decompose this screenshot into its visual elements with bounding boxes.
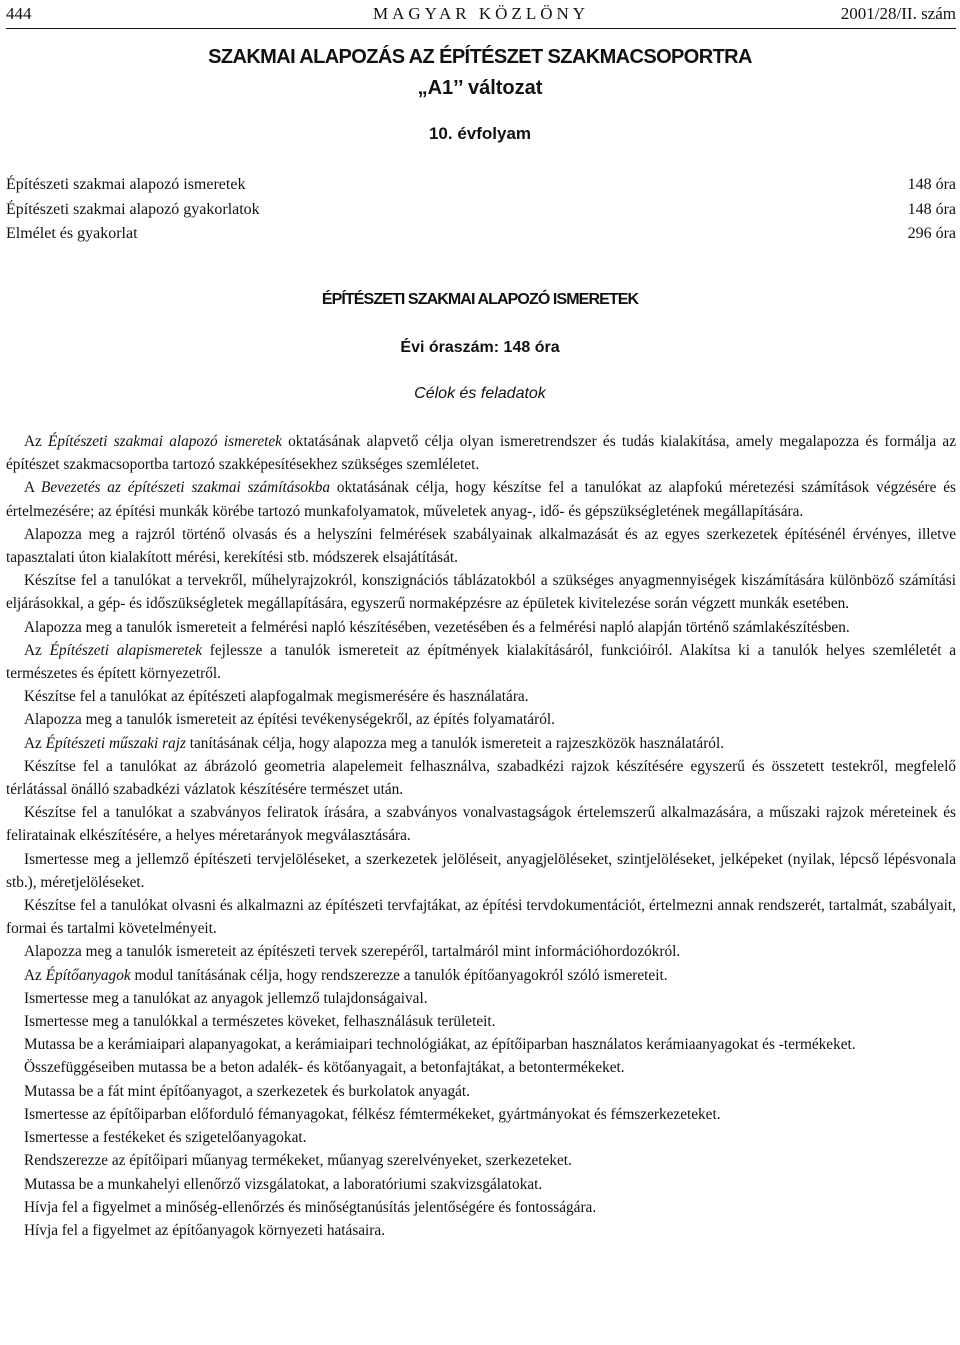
- body-text: [6, 430, 956, 1242]
- paragraph-text: Ismertesse az építőiparban előforduló fémanyagokat, félkész fémtermékeket, gyártmányokat és fémszerkezeteket.: [24, 1105, 721, 1123]
- hours-table: [6, 173, 956, 247]
- page-header: [6, 4, 956, 26]
- emphasized-module-name: Építészeti alapismeretek: [49, 641, 203, 659]
- paragraph: [6, 1010, 956, 1033]
- paragraph-text: Az: [24, 641, 50, 659]
- paragraph-text: Alapozza meg a tanulók ismereteit az építészeti tervek szerepéről, tartalmáról mint információhordozókról.: [24, 943, 681, 961]
- paragraph: [6, 476, 956, 522]
- paragraph-text: Összefüggéseiben mutassa be a beton adalék- és kötőanyagait, a betonfajtákat, a betontermékeket.: [24, 1059, 625, 1077]
- paragraph-text: Mutassa be a kerámiaipari alapanyagokat, a kerámiaipari technológiákat, az építőiparban használatos kerámiaanyagokat és -termékeket.: [24, 1036, 856, 1054]
- paragraph-text: Ismertesse meg a tanulókkal a természetes köveket, felhasználásuk területeit.: [24, 1013, 496, 1031]
- section-title: ÉPÍTÉSZETI SZAKMAI ALAPOZÓ ISMERETEK: [321, 291, 639, 308]
- paragraph-text: Rendszerezze az építőipari műanyag termékeket, műanyag szerelvényeket, szerkezeteket.: [24, 1152, 572, 1170]
- hours-subject: Elmélet és gyakorlat: [6, 225, 138, 242]
- emphasized-module-name: Építészeti szakmai alapozó ismeretek: [48, 433, 282, 450]
- paragraph: [6, 732, 956, 755]
- publication-title: MAGYAR KÖZLÖNY: [372, 4, 590, 23]
- emphasized-module-name: Bevezetés az építészeti szakmai számításokba: [41, 479, 331, 497]
- paragraph-text: Készítse fel a tanulókat a szabványos feliratok írására, a szabványos vonalvastagságok értelemszerű alkalmazására, a műszaki rajzok méreteinek és feliratainak elkészítésére, a helyes méretarányok megválasztására.: [6, 804, 956, 845]
- page-number: 444: [6, 4, 32, 23]
- header-divider: [6, 28, 956, 29]
- hours-row: [6, 198, 956, 223]
- hours-value: 296 óra: [907, 225, 956, 242]
- paragraph-text: Ismertesse a festékeket és szigetelőanyagokat.: [24, 1129, 307, 1147]
- paragraph: [6, 616, 956, 639]
- paragraph: [6, 1149, 956, 1172]
- hours-row: [6, 173, 956, 198]
- paragraph-text: oktatásának alapvető célja olyan ismeretrendszer és tudás kialakítása, amely megalapozza és formálja az építészet szakmacsoportba tartozó szakképesítésekhez szükséges szemléletet.: [6, 433, 956, 474]
- paragraph-text: Hívja fel a figyelmet az építőanyagok környezeti hatásaira.: [24, 1221, 386, 1239]
- paragraph: [6, 848, 956, 894]
- paragraph-text: Az: [24, 966, 46, 984]
- issue-number: 2001/28/II. szám: [840, 4, 956, 23]
- paragraph-text: modul tanításának célja, hogy rendszerezze a tanulók építőanyagokról szóló ismereteit.: [130, 966, 668, 984]
- paragraph: [6, 569, 956, 615]
- paragraph: [6, 964, 956, 987]
- document-title: SZAKMAI ALAPOZÁS AZ ÉPÍTÉSZET SZAKMACSOPORTRA: [208, 46, 752, 68]
- emphasized-module-name: Építészeti műszaki rajz: [45, 734, 186, 752]
- emphasized-module-name: Építőanyagok: [45, 966, 131, 984]
- paragraph: [6, 1103, 956, 1126]
- paragraph: [6, 940, 956, 963]
- hours-row: [6, 222, 956, 247]
- paragraph: [6, 1126, 956, 1149]
- paragraph: [6, 755, 956, 801]
- paragraph: [6, 1196, 956, 1219]
- hours-value: 148 óra: [907, 176, 956, 193]
- paragraph-text: Hívja fel a figyelmet a minőség-ellenőrzés és minőségtanúsítás jelentőségére és fontosságára.: [24, 1198, 597, 1216]
- hours-subject: Építészeti szakmai alapozó ismeretek: [6, 176, 246, 193]
- paragraph: [6, 430, 956, 476]
- paragraph: [6, 523, 956, 569]
- paragraph-text: oktatásának célja, hogy készítse fel a tanulókat az alapfokú méretezési számítások végzésére és értelmezésére; az építési munkák körébe tartozó munkafolyamatok, műveletek anyag-, idő- és gépszükségletének megállapítására.: [6, 479, 956, 520]
- paragraph: [6, 639, 956, 685]
- paragraph-text: Alapozza meg a tanulók ismereteit az építési tevékenységekről, az építés folyamatáról.: [24, 711, 555, 729]
- paragraph-text: Készítse fel a tanulókat olvasni és alkalmazni az építészeti tervfajtákat, az építési tervdokumentációt, értelmezni annak rendszerét, tartalmát, szabályait, formai és tartalmi követelményeit.: [6, 897, 956, 938]
- paragraph: [6, 1056, 956, 1079]
- paragraph-text: Ismertesse meg a jellemző építészeti tervjelöléseket, a szerkezetek jelöléseit, anyagjelöléseket, szintjelöléseket, jelképeket (nyilak, lépcső lépésvonala stb.), méretjelöléseket.: [6, 850, 956, 891]
- paragraph: [6, 708, 956, 731]
- paragraph-text: Mutassa be a fát mint építőanyagot, a szerkezetek és burkolatok anyagát.: [24, 1082, 470, 1100]
- paragraph-text: Ismertesse meg a tanulókat az anyagok jellemző tulajdonságaival.: [24, 989, 428, 1007]
- paragraph-text: tanításának célja, hogy alapozza meg a tanulók ismereteit a rajzeszközök használatáról.: [185, 734, 725, 752]
- paragraph: [6, 987, 956, 1010]
- paragraph-text: Az: [24, 734, 46, 752]
- paragraph-text: Alapozza meg a tanulók ismereteit a felmérési napló készítésében, vezetésében és a felmérési napló alapján történő számlakészítésben.: [24, 618, 850, 636]
- hours-value: 148 óra: [907, 200, 956, 218]
- paragraph-text: fejlessze a tanulók ismereteit az építmények kialakításáról, funkcióiról. Alakítsa ki a tanulók helyes szemléletét a természetes és épített környezetről.: [6, 641, 956, 683]
- paragraph: [6, 1219, 956, 1242]
- paragraph: [6, 1173, 956, 1196]
- paragraph-text: Az: [24, 433, 49, 450]
- paragraph: [6, 1080, 956, 1103]
- grade-heading: 10. évfolyam: [428, 124, 532, 143]
- paragraph-text: Mutassa be a munkahelyi ellenőrző vizsgálatokat, a laboratóriumi szakvizsgálatokat.: [24, 1175, 543, 1193]
- paragraph: [6, 894, 956, 940]
- annual-hours: Évi óraszám: 148 óra: [400, 339, 560, 356]
- paragraph: [6, 801, 956, 847]
- paragraph-text: Alapozza meg a rajzról történő olvasás és a helyszíni felmérések szabályainak alkalmazását és az egyes szerkezetek építésénél érvényes, illetve tapasztalati úton kialakított mérési, kerekítési stb. módszerek elsajátítását.: [6, 525, 956, 567]
- paragraph-text: Készítse fel a tanulókat az építészeti alapfogalmak megismerésére és használatára.: [24, 688, 529, 706]
- paragraph-text: A: [24, 479, 42, 497]
- paragraph-text: Készítse fel a tanulókat a tervekről, műhelyrajzokról, konszignációs táblázatokból a szükséges anyagmennyiségek kiszámítására különböző számítási eljárásokkal, a gép- és időszükségletek megállapítására, egyszerű normaképzésre az épületek kivitelezése során végzett munkák esetében.: [6, 572, 956, 613]
- paragraph-text: Készítse fel a tanulókat az ábrázoló geometria alapelemeit felhasználva, szabadkézi rajzok készítésére egyszerű és összetett testekről, megfelelő térlátással önálló szabadkézi vázlatok készítésére természet után.: [6, 757, 956, 799]
- goals-heading: Célok és feladatok: [414, 385, 546, 402]
- paragraph: [6, 1033, 956, 1056]
- hours-subject: Építészeti szakmai alapozó gyakorlatok: [6, 200, 260, 218]
- document-variant: „A1’’ változat: [417, 77, 543, 99]
- paragraph: [6, 685, 956, 708]
